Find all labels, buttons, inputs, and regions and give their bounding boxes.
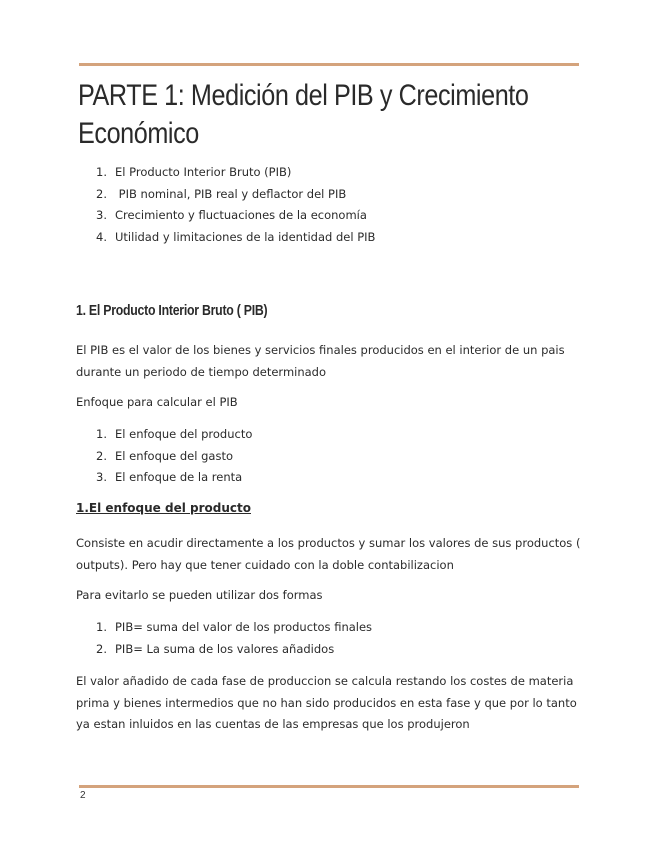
toc-item [96, 184, 375, 206]
toc-item-number: 4. [96, 229, 107, 244]
list-item-number: 3. [96, 470, 107, 484]
page-number: 2 [80, 790, 86, 801]
list-item-text: El enfoque del gasto [115, 448, 233, 463]
toc-item [96, 227, 375, 249]
toc-item-text: Utilidad y limitaciones de la identidad del PIB [115, 229, 376, 244]
approach-intro: Enfoque para calcular el PIB [76, 395, 238, 409]
toc-item [96, 205, 375, 227]
avoid-intro: Para evitarlo se pueden utilizar dos formas [76, 588, 323, 602]
toc-item-text: Crecimiento y fluctuaciones de la economía [115, 208, 367, 222]
table-of-contents [96, 162, 375, 248]
list-item-number: 2. [96, 641, 107, 656]
list-item [96, 617, 372, 639]
toc-item-text: El Producto Interior Bruto (PIB) [115, 165, 292, 179]
list-item [96, 639, 372, 661]
list-item-number: 1. [96, 427, 107, 441]
pib-definition: El PIB es el valor de los bienes y servicios finales producidos en el interior de un pais durante un periodo de tiempo determinado [76, 343, 565, 379]
forms-list [96, 617, 372, 660]
footer-rule [79, 785, 579, 788]
toc-item-number: 1. [96, 165, 107, 179]
list-item-text: El enfoque de la renta [115, 470, 243, 484]
subsection-heading: 1.El enfoque del producto [76, 501, 251, 515]
product-approach-text: Consiste en acudir directamente a los productos y sumar los valores de sus productos ( outputs). Pero hay que tener cuidado con la doble contabilizacion [76, 536, 581, 572]
list-item-number: 1. [96, 620, 107, 634]
list-item-text: El enfoque del producto [115, 427, 253, 441]
added-value-text: El valor añadido de cada fase de produccion se calcula restando los costes de materia prima y bienes intermedios que no han sido producidos en esta fase y que por lo tanto ya estan inluidos en las cuentas de las empresas que los produjeron [76, 674, 577, 731]
list-item-text: PIB= La suma de los valores añadidos [115, 641, 335, 656]
page-title: PARTE 1: Medición del PIB y Crecimiento Económico [78, 79, 529, 150]
toc-item-number: 2. [96, 186, 107, 201]
toc-item-number: 3. [96, 208, 107, 222]
list-item [96, 424, 252, 446]
list-item [96, 467, 252, 489]
list-item-number: 2. [96, 448, 107, 463]
header-rule [79, 63, 579, 66]
toc-item [96, 162, 375, 184]
toc-item-text: PIB nominal, PIB real y deflactor del PIB [115, 186, 347, 201]
list-item [96, 446, 252, 468]
section-heading: 1. El Producto Interior Bruto ( PIB) [76, 302, 268, 319]
list-item-text: PIB= suma del valor de los productos finales [115, 620, 373, 634]
approach-list [96, 424, 252, 489]
